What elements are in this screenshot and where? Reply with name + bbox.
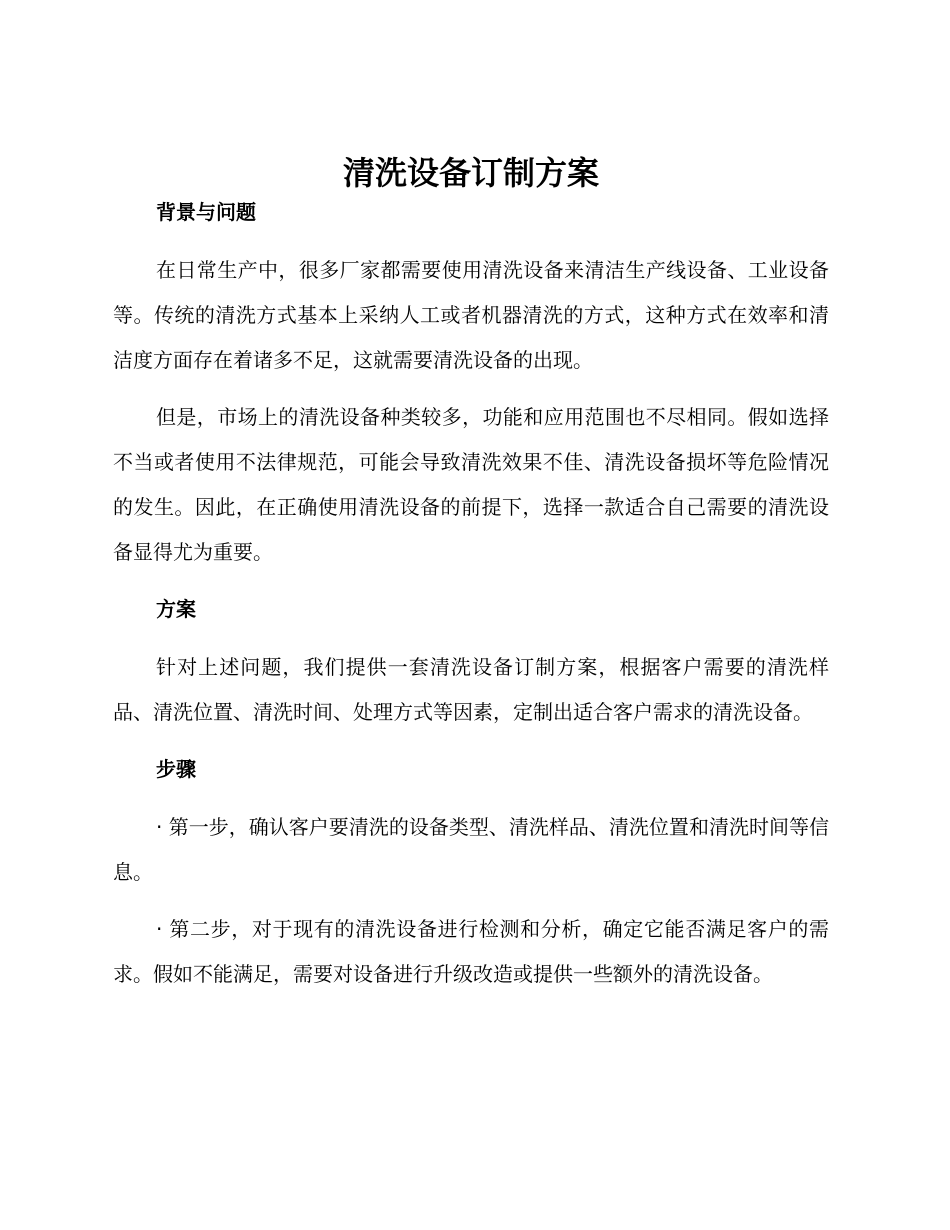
section-heading: 方案 bbox=[156, 597, 196, 621]
list-item-step-1: · 第一步，确认客户要清洗的设备类型、清洗样品、清洗位置和清洗时间等信息。 bbox=[113, 815, 829, 884]
document-page bbox=[113, 150, 829, 997]
list-item-step-2: · 第二步，对于现有的清洗设备进行检测和分析，确定它能否满足客户的需求。假如不能满足，需要对设备进行升级改造或提供一些额外的清洗设备。 bbox=[113, 917, 829, 986]
section-plan bbox=[113, 593, 829, 735]
section-heading: 背景与问题 bbox=[156, 200, 256, 224]
section-background bbox=[113, 196, 829, 575]
paragraph: 在日常生产中，很多厂家都需要使用清洗设备来清洁生产线设备、工业设备等。传统的清洗方式基本上采纳人工或者机器清洗的方式，这种方式在效率和清洁度方面存在着诸多不足，这就需要清洗设备的出现。 bbox=[113, 258, 829, 372]
section-steps bbox=[113, 753, 829, 997]
paragraph: 但是，市场上的清洗设备种类较多，功能和应用范围也不尽相同。假如选择不当或者使用不法律规范，可能会导致清洗效果不佳、清洗设备损坏等危险情况的发生。因此，在正确使用清洗设备的前提下，选择一款适合自己需要的清洗设备显得尤为重要。 bbox=[113, 405, 829, 564]
paragraph: 针对上述问题，我们提供一套清洗设备订制方案，根据客户需要的清洗样品、清洗位置、清洗时间、处理方式等因素，定制出适合客户需求的清洗设备。 bbox=[113, 655, 829, 724]
document-title: 清洗设备订制方案 bbox=[342, 154, 599, 192]
section-heading: 步骤 bbox=[156, 757, 196, 781]
